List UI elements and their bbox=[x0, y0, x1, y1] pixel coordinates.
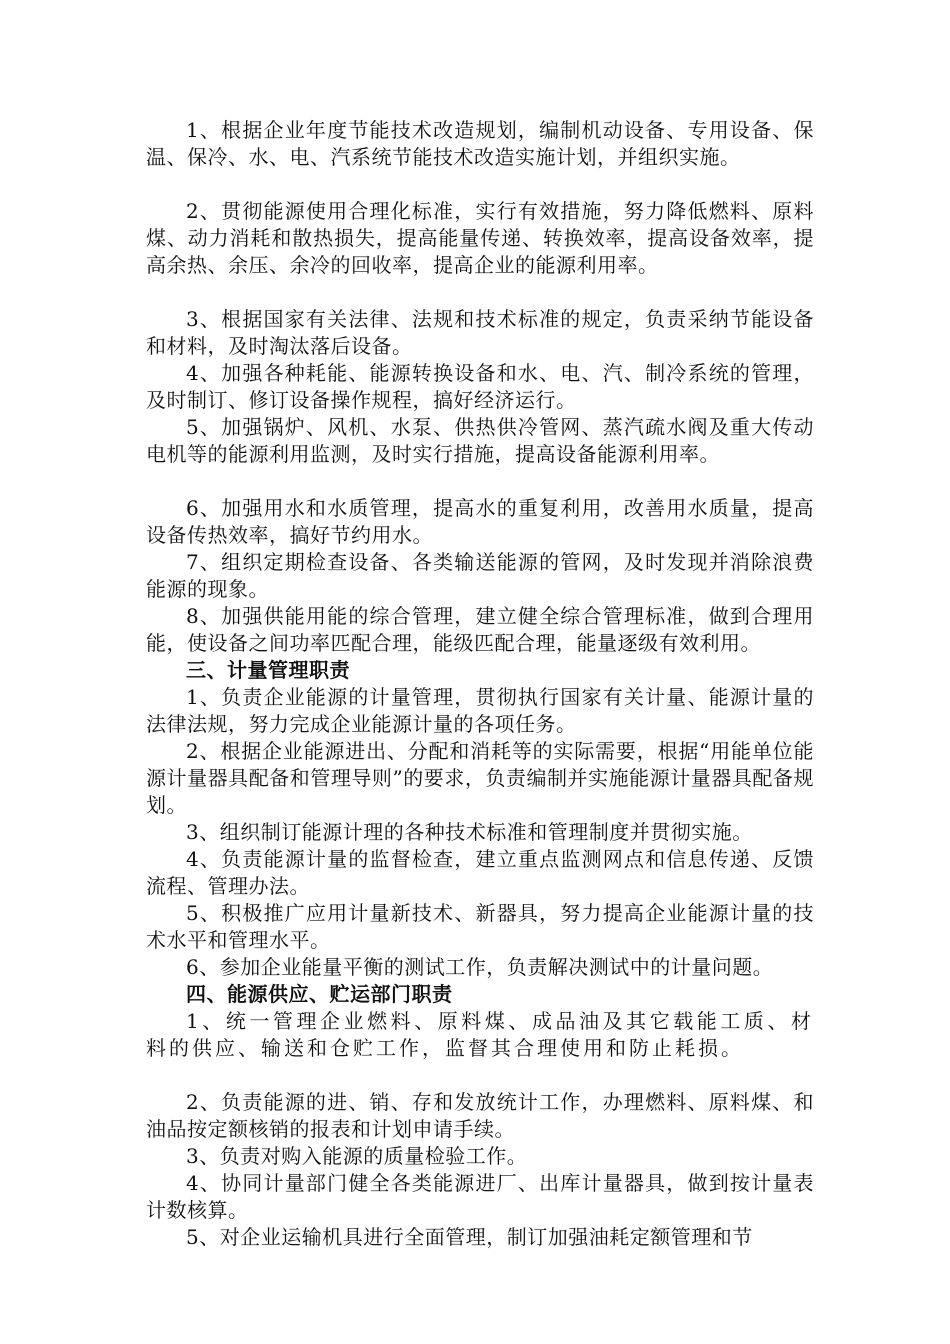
paragraph-3-3: 3、组织制订能源计理的各种技术标准和管理制度并贯彻实施。 bbox=[186, 820, 753, 844]
paragraph-3-2: 2、根据企业能源进出、分配和消耗等的实际需要，根据“用能单位能源计量器具配备和管理导则”的要求，负责编制并实施能源计量器具配备规划。 bbox=[146, 739, 814, 817]
paragraph-2-1: 1、根据企业年度节能技术改造规划，编制机动设备、专用设备、保温、保冷、水、电、汽系统节能技术改造实施计划，并组织实施。 bbox=[146, 118, 814, 169]
section-three-heading: 三、计量管理职责 bbox=[186, 658, 350, 682]
paragraph-4-2: 2、负责能源的进、销、存和发放统计工作，办理燃料、原料煤、和油品按定额核销的报表和计划申请手续。 bbox=[146, 1090, 814, 1141]
paragraph-3-6: 6、参加企业能量平衡的测试工作，负责解决测试中的计量问题。 bbox=[186, 955, 774, 979]
paragraph-2-5: 5、加强锅炉、风机、水泵、供热供冷管网、蒸汽疏水阀及重大传动电机等的能源利用监测，及时实行措施，提高设备能源利用率。 bbox=[146, 415, 814, 466]
section-four-heading: 四、能源供应、贮运部门职责 bbox=[186, 982, 453, 1006]
paragraph-3-5: 5、积极推广应用计量新技术、新器具，努力提高企业能源计量的技术水平和管理水平。 bbox=[146, 901, 814, 952]
paragraph-3-4: 4、负责能源计量的监督检查，建立重点监测网点和信息传递、反馈流程、管理办法。 bbox=[146, 847, 814, 898]
paragraph-4-3: 3、负责对购入能源的质量检验工作。 bbox=[186, 1144, 528, 1168]
document-body bbox=[146, 117, 814, 1251]
paragraph-2-3: 3、根据国家有关法律、法规和技术标准的规定，负责采纳节能设备和材料，及时淘汰落后设备。 bbox=[146, 307, 814, 358]
paragraph-2-6: 6、加强用水和水质管理，提高水的重复利用，改善用水质量，提高设备传热效率，搞好节约用水。 bbox=[146, 496, 814, 547]
paragraph-2-4: 4、加强各种耗能、能源转换设备和水、电、汽、制冷系统的管理，及时制订、修订设备操作规程，搞好经济运行。 bbox=[146, 361, 814, 412]
paragraph-4-1: 1、统一管理企业燃料、原料煤、成品油及其它载能工质、材料的供应、输送和仓贮工作，监督其合理使用和防止耗损。 bbox=[146, 1009, 814, 1060]
paragraph-2-2: 2、贯彻能源使用合理化标准，实行有效措施，努力降低燃料、原料煤、动力消耗和散热损失，提高能量传递、转换效率，提高设备效率，提高余热、余压、余冷的回收率，提高企业的能源利用率。 bbox=[146, 199, 814, 277]
paragraph-2-8: 8、加强供能用能的综合管理，建立健全综合管理标准，做到合理用能，使设备之间功率匹配合理，能级匹配合理，能量逐级有效利用。 bbox=[146, 604, 814, 655]
paragraph-3-1: 1、负责企业能源的计量管理，贯彻执行国家有关计量、能源计量的法律法规，努力完成企业能源计量的各项任务。 bbox=[146, 685, 814, 736]
paragraph-4-4: 4、协同计量部门健全各类能源进厂、出库计量器具，做到按计量表计数核算。 bbox=[146, 1171, 814, 1222]
paragraph-4-5: 5、对企业运输机具进行全面管理，制订加强油耗定额管理和节 bbox=[186, 1225, 753, 1249]
paragraph-2-7: 7、组织定期检查设备、各类输送能源的管网，及时发现并消除浪费能源的现象。 bbox=[146, 550, 814, 601]
